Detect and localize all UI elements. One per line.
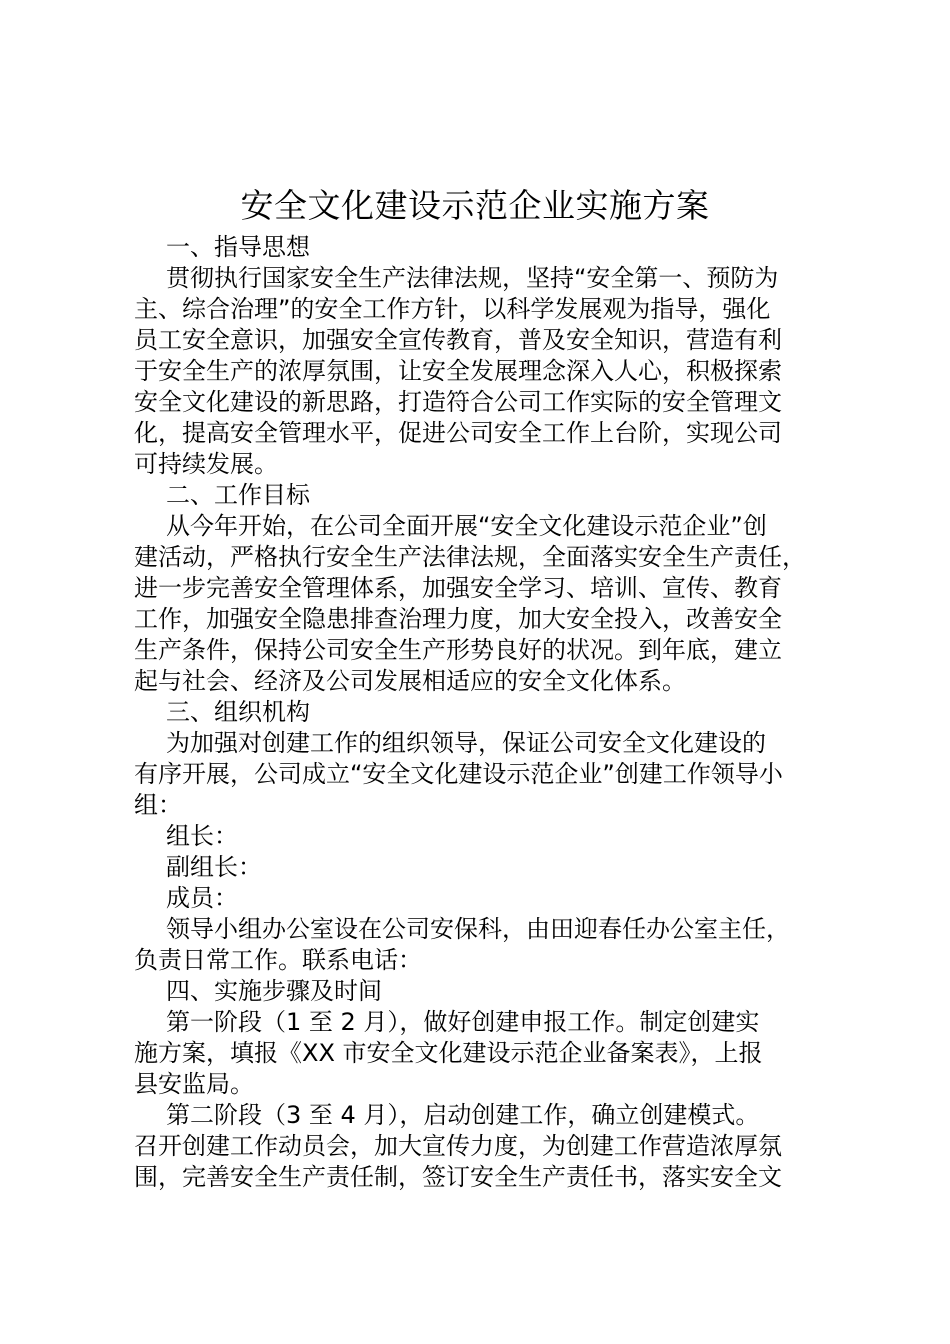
text-line: 员工安全意识，加强安全宣传教育，普及安全知识，营造有利 xyxy=(134,326,782,354)
document-title: 安全文化建设示范企业实施方案 xyxy=(240,186,710,225)
text-line: 召开创建工作动员会，加大宣传力度，为创建工作营造浓厚氛 xyxy=(134,1132,782,1160)
text-line: 安全文化建设的新思路，打造符合公司工作实际的安全管理文 xyxy=(134,388,782,416)
text-line: 从今年开始，在公司全面开展“安全文化建设示范企业”创 xyxy=(166,512,767,540)
text-line: 负责日常工作。联系电话： xyxy=(134,946,422,974)
text-line: 领导小组办公室设在公司安保科，由田迎春任办公室主任， xyxy=(166,915,790,943)
text-line: 组： xyxy=(134,791,182,819)
text-line: 可持续发展。 xyxy=(134,450,278,478)
text-line: 生产条件，保持公司安全生产形势良好的状况。到年底，建立 xyxy=(134,636,782,664)
text-line: 组长： xyxy=(166,822,238,850)
text-line: 二、工作目标 xyxy=(166,481,310,509)
text-line: 贯彻执行国家安全生产法律法规，坚持“安全第一、预防为 xyxy=(166,264,779,292)
text-line: 三、组织机构 xyxy=(166,698,310,726)
text-line: 一、指导思想 xyxy=(166,233,310,261)
text-line: 副组长： xyxy=(166,853,262,881)
text-line: 起与社会、经济及公司发展相适应的安全文化体系。 xyxy=(134,667,686,695)
text-line: 县安监局。 xyxy=(134,1070,254,1098)
text-line: 第二阶段（3 至 4 月），启动创建工作，确立创建模式。 xyxy=(166,1101,760,1129)
text-line: 施方案，填报《XX 市安全文化建设示范企业备案表》，上报 xyxy=(134,1039,763,1067)
text-line: 于安全生产的浓厚氛围，让安全发展理念深入人心，积极探索 xyxy=(134,357,782,385)
text-line: 围，完善安全生产责任制，签订安全生产责任书，落实安全文 xyxy=(134,1163,782,1191)
text-line: 为加强对创建工作的组织领导，保证公司安全文化建设的 xyxy=(166,729,766,757)
text-line: 有序开展，公司成立“安全文化建设示范企业”创建工作领导小 xyxy=(134,760,783,788)
text-line: 工作，加强安全隐患排查治理力度，加大安全投入，改善安全 xyxy=(134,605,782,633)
text-line: 成员： xyxy=(166,884,238,912)
document-body xyxy=(134,232,834,1193)
text-line: 主、综合治理”的安全工作方针，以科学发展观为指导，强化 xyxy=(134,295,771,323)
text-line: 建活动，严格执行安全生产法律法规，全面落实安全生产责任， xyxy=(134,543,806,571)
text-line: 第一阶段（1 至 2 月），做好创建申报工作。制定创建实 xyxy=(166,1008,760,1036)
text-line: 化，提高安全管理水平，促进公司安全工作上台阶，实现公司 xyxy=(134,419,782,447)
text-line: 进一步完善安全管理体系，加强安全学习、培训、宣传、教育 xyxy=(134,574,782,602)
text-line: 四、实施步骤及时间 xyxy=(166,977,382,1005)
